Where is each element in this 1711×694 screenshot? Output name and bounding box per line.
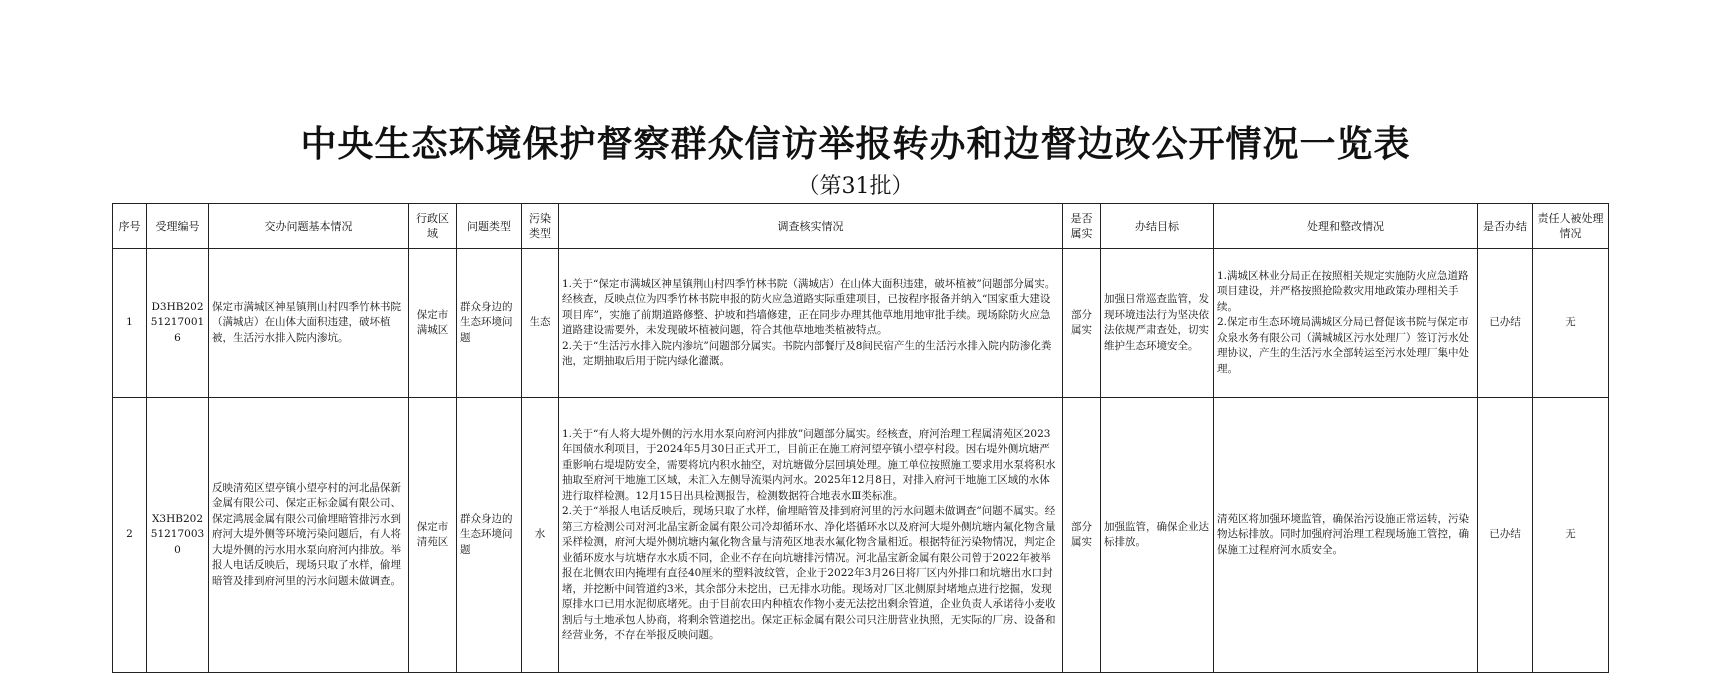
cell-responsible: 无 bbox=[1533, 398, 1609, 673]
cell-verify bbox=[559, 398, 1063, 673]
table-row bbox=[113, 398, 1609, 673]
header-goal: 办结目标 bbox=[1101, 204, 1214, 249]
cell-done: 已办结 bbox=[1478, 398, 1533, 673]
cell-handle bbox=[1214, 249, 1478, 398]
cell-region: 保定市满城区 bbox=[409, 249, 457, 398]
header-true: 是否属实 bbox=[1063, 204, 1101, 249]
header-type: 问题类型 bbox=[457, 204, 522, 249]
handle-paragraph: 1.满城区林业分局正在按照相关规定实施防火应急道路项目建设，并严格按照抢险救灾用地政策办理相关手续。 bbox=[1217, 269, 1469, 313]
header-code: 受理编号 bbox=[147, 204, 209, 249]
cell-seq: 2 bbox=[113, 398, 147, 673]
table-row bbox=[113, 249, 1609, 398]
cell-issue: 保定市满城区神星镇荆山村四季竹林书院（满城店）在山体大面积违建，破坏植被，生活污水排入院内渗坑。 bbox=[209, 249, 409, 398]
cell-type: 群众身边的生态环境问题 bbox=[457, 249, 522, 398]
document-title: 中央生态环境保护督察群众信访举报转办和边督边改公开情况一览表 bbox=[300, 123, 1411, 165]
cell-done: 已办结 bbox=[1478, 249, 1533, 398]
cell-code: D3HB202512170016 bbox=[147, 249, 209, 398]
cell-region: 保定市清苑区 bbox=[409, 398, 457, 673]
cell-type: 群众身边的生态环境问题 bbox=[457, 398, 522, 673]
cell-responsible: 无 bbox=[1533, 249, 1609, 398]
header-handle: 处理和整改情况 bbox=[1214, 204, 1478, 249]
cell-verify bbox=[559, 249, 1063, 398]
verify-paragraph: 1.关于“保定市满城区神星镇荆山村四季竹林书院（满城店）在山体大面积违建，破坏植被”问题部分属实。经核查，反映点位为四季竹林书院申报的防火应急道路实际重建项目，已按程序报备并纳入“国家重大建设项目库”，实施了前期道路修整、护坡和挡墙修建，正在同步办理其他草地用地审批手续。现场除防火应急道路建设需要外，未发现破坏植被问题，符合其他草地地类植被特点。 bbox=[562, 277, 1056, 336]
header-row bbox=[113, 204, 1609, 249]
cell-pollution: 生态 bbox=[522, 249, 559, 398]
report-table bbox=[112, 203, 1609, 673]
header-region: 行政区域 bbox=[409, 204, 457, 249]
cell-seq: 1 bbox=[113, 249, 147, 398]
header-issue: 交办问题基本情况 bbox=[209, 204, 409, 249]
cell-pollution: 水 bbox=[522, 398, 559, 673]
verify-paragraph: 2.关于“举报人电话反映后，现场只取了水样，偷埋暗管及排到府河里的污水问题未做调查”问题不属实。经第三方检测公司对河北晶宝新金属有限公司冷却循环水、净化塔循环水以及府河大堤外侧坑塘内氟化物含量采样检测，府河大堤外侧坑塘内氟化物含量与清苑区地表水氟化物含量相近。根据特征污染物情况，判定企业循环废水与坑塘存水水质不同，企业不存在向坑塘排污情况。河北晶宝新金属有限公司曾于2022年被举报在北侧农田内掩埋有直径40厘米的塑料波纹管，企业于2022年3月26日将厂区内外排口和坑塘出水口封堵，并挖断中间管道约3米，其余部分未挖出，已无排水功能。现场对厂区北侧原封堵地点进行挖掘，发现原排水口已用水泥彻底堵死。由于目前农田内种植农作物小麦无法挖出剩余管道，企业负责人承诺待小麦收割后与土地承包人协商，将剩余管道挖出。保定正标金属有限公司只注册营业执照，无实际的厂房、设备和经营业务，不存在举报反映问题。 bbox=[562, 505, 1056, 641]
header-verify: 调查核实情况 bbox=[559, 204, 1063, 249]
cell-goal: 加强日常巡查监管，发现环境违法行为坚决依法依规严肃查处，切实维护生态环境安全。 bbox=[1101, 249, 1214, 398]
verify-paragraph: 2.关于“生活污水排入院内渗坑”问题部分属实。书院内部餐厅及8间民宿产生的生活污水排入院内防渗化粪池，定期抽取后用于院内绿化灌溉。 bbox=[562, 339, 1052, 367]
cell-true: 部分属实 bbox=[1063, 249, 1101, 398]
handle-paragraph: 清苑区将加强环境监管，确保治污设施正常运转，污染物达标排放。同时加强府河治理工程现场施工管控，确保施工过程府河水质安全。 bbox=[1217, 512, 1469, 556]
cell-true: 部分属实 bbox=[1063, 398, 1101, 673]
cell-code: X3HB202512170030 bbox=[147, 398, 209, 673]
cell-goal: 加强监管，确保企业达标排放。 bbox=[1101, 398, 1214, 673]
verify-paragraph: 1.关于“有人将大堤外侧的污水用水泵向府河内排放”问题部分属实。经核查，府河治理工程属清苑区2023年国债水利项目，于2024年5月30日正式开工，目前正在施工府河望亭镇小望亭村段。因右堤外侧坑塘严重影响右堤堤防安全，需要将坑内积水抽空，对坑塘做分层回填处理。施工单位按照施工要求用水泵将积水抽取至府河干地施工区域，未汇入左侧导流渠内河水。2025年12月8日，对排入府河干地施工区域的水体进行取样检测。12月15日出具检测报告，检测数据符合地表水Ⅲ类标准。 bbox=[562, 427, 1056, 502]
header-pollution: 污染类型 bbox=[522, 204, 559, 249]
cell-handle bbox=[1214, 398, 1478, 673]
batch-subtitle: （第31批） bbox=[797, 174, 914, 199]
handle-paragraph: 2.保定市生态环境局满城区分局已督促该书院与保定市众泉水务有限公司（满城城区污水处理厂）签订污水处理协议，产生的生活污水全部转运至污水处理厂集中处理。 bbox=[1217, 316, 1469, 375]
header-seq: 序号 bbox=[113, 204, 147, 249]
cell-issue: 反映清苑区望亭镇小望亭村的河北晶保新金属有限公司、保定正标金属有限公司、保定鸿展金属有限公司偷埋暗管排污水到府河大堤外侧等环境污染问题后，有人将大堤外侧的污水用水泵向府河内排放。举报人电话反映后，现场只取了水样，偷埋暗管及排到府河里的污水问题未做调查。 bbox=[209, 398, 409, 673]
header-done: 是否办结 bbox=[1478, 204, 1533, 249]
header-responsible: 责任人被处理情况 bbox=[1533, 204, 1609, 249]
